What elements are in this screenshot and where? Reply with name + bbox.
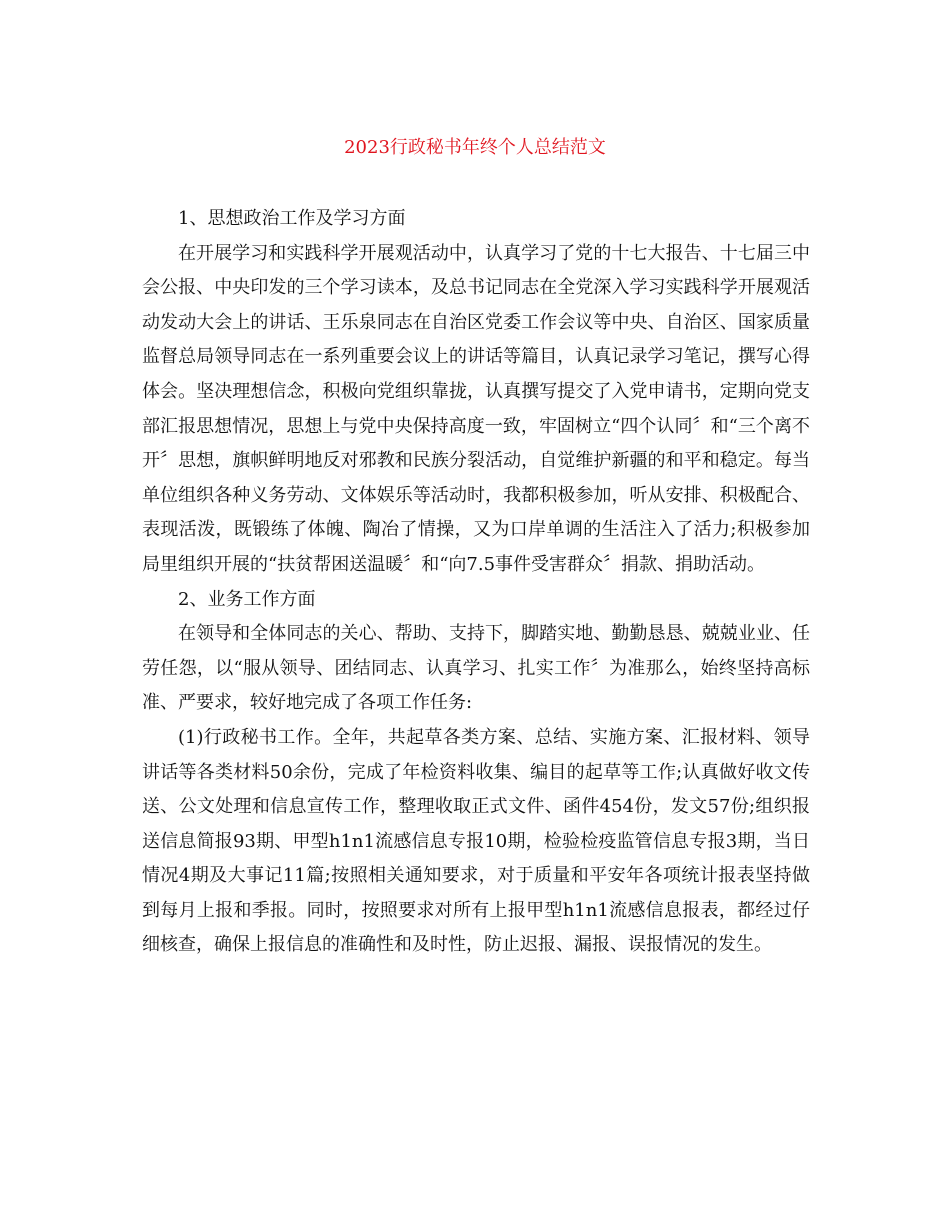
- paragraph-business-intro: 在领导和全体同志的关心、帮助、支持下，脚踏实地、勤勤恳恳、兢兢业业、任劳任怨，以“服从领导、团结同志、认真学习、扎实工作〞为准那么，始终坚持高标准、严要求，较好地完成了各项工作任务:: [142, 623, 810, 714]
- paragraph-political-study: 在开展学习和实践科学开展观活动中，认真学习了党的十七大报告、十七届三中会公报、中央印发的三个学习读本，及总书记同志在全党深入学习实践科学开展观活动发动大会上的讲话、王乐泉同志在自治区党委工作会议等中央、自治区、国家质量监督总局领导同志在一系列重要会议上的讲话等篇目，认真记录学习笔记，撰写心得体会。坚决理想信念，积极向党组织靠拢，认真撰写提交了入党申请书，定期向党支部汇报思想情况，思想上与党中央保持高度一致，牢固树立“四个认同〞和“三个离不开〞思想，旗帜鲜明地反对邪教和民族分裂活动，自觉维护新疆的和平和稳定。每当单位组织各种义务劳动、文体娱乐等活动时，我都积极参加，听从安排、积极配合、表现活泼，既锻练了体魄、陶冶了情操，又为口岸单调的生活注入了活力;积极参加局里组织开展的“扶贫帮困送温暖〞和“向7.5事件受害群众〞捐款、捐助活动。: [142, 242, 810, 575]
- paragraph-secretary-work: (1)行政秘书工作。全年，共起草各类方案、总结、实施方案、汇报材料、领导讲话等各类材料50余份，完成了年检资料收集、编目的起草等工作;认真做好收文传送、公文处理和信息宣传工作，整理收取正式文件、函件454份，发文57份;组织报送信息简报93期、甲型h1n1流感信息专报10期，检验检疫监管信息专报3期，当日情况4期及大事记11篇;按照相关通知要求，对于质量和平安年各项统计报表坚持做到每月上报和季报。同时，按照要求对所有上报甲型h1n1流感信息报表，都经过仔细核查，确保上报信息的准确性和及时性，防止迟报、漏报、误报情况的发生。: [142, 726, 810, 956]
- document-title: 2023行政秘书年终个人总结范文: [344, 137, 606, 158]
- document-body: [142, 202, 810, 963]
- section-heading-political: 1、思想政治工作及学习方面: [178, 208, 406, 229]
- section-heading-business: 2、业务工作方面: [178, 588, 316, 610]
